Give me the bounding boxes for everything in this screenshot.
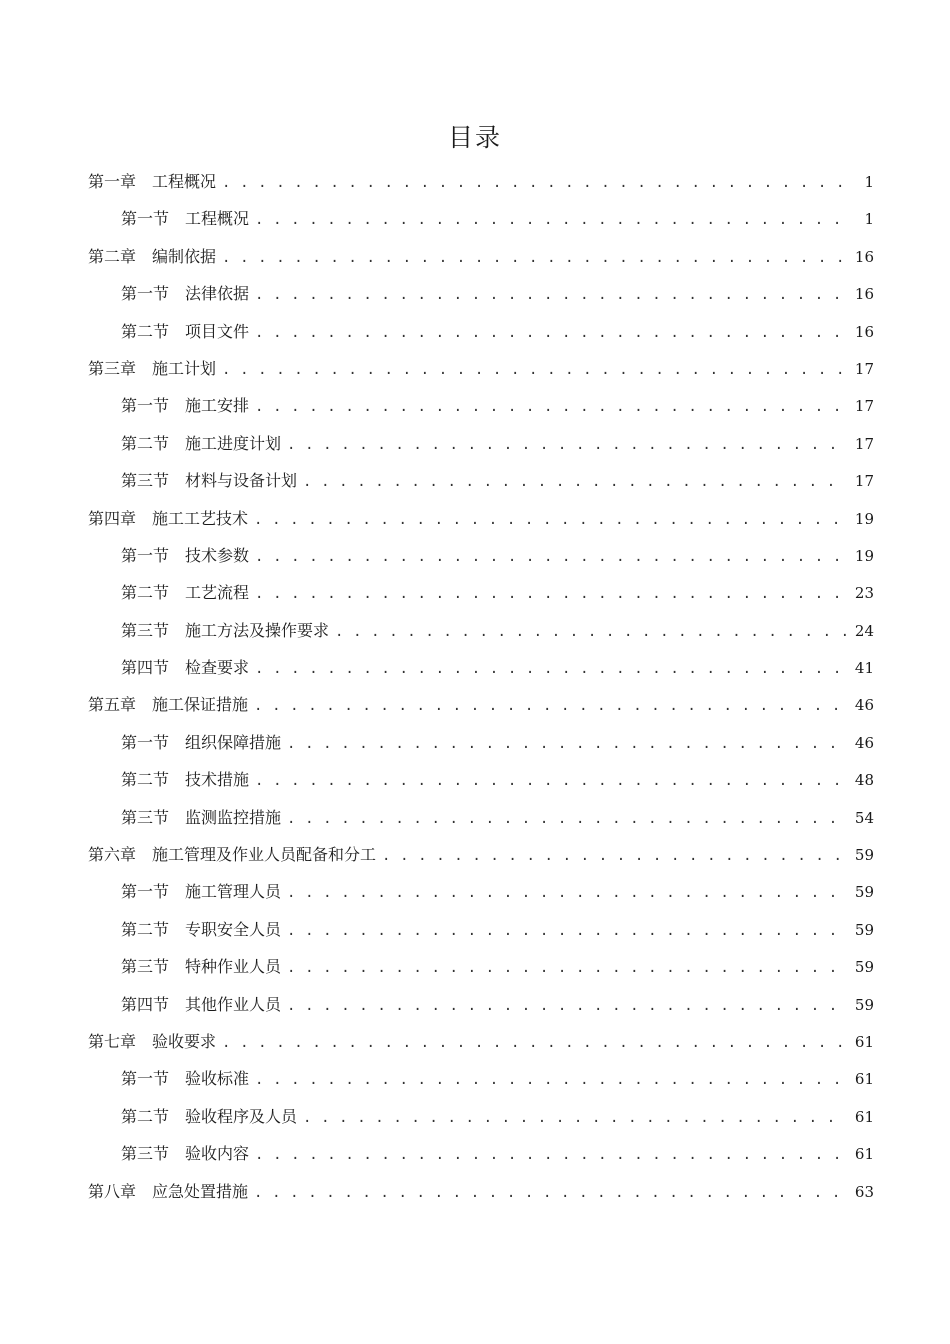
toc-section-row[interactable]	[88, 1060, 874, 1097]
toc-entry-number: 第六章	[88, 845, 137, 865]
toc-page-number: 24	[854, 621, 874, 640]
toc-page-number: 48	[854, 771, 874, 790]
toc-entry-label	[121, 462, 297, 499]
toc-entry-label	[121, 1135, 249, 1172]
toc-entry-title: 工艺流程	[185, 583, 250, 603]
toc-entry-title: 验收要求	[152, 1031, 217, 1051]
toc-entry-label	[121, 1060, 249, 1097]
toc-entry-label	[121, 761, 249, 798]
toc-entry-label	[88, 163, 216, 200]
toc-page-number: 16	[854, 247, 874, 266]
toc-chapter-row[interactable]	[88, 1173, 874, 1210]
toc-section-row[interactable]	[88, 761, 874, 798]
toc-section-row[interactable]	[88, 649, 874, 686]
toc-dot-leader	[254, 1175, 846, 1212]
toc-page-number: 1	[864, 173, 874, 191]
toc-entry-label	[121, 387, 249, 424]
toc-entry-label	[121, 275, 249, 312]
toc-dot-leader	[303, 464, 846, 501]
toc-section-row[interactable]	[88, 537, 874, 574]
toc-entry-title: 技术参数	[185, 545, 250, 565]
toc-section-row[interactable]	[88, 724, 874, 761]
toc-chapter-row[interactable]	[88, 500, 874, 537]
toc-dot-leader	[255, 389, 846, 426]
toc-page-number: 63	[854, 1182, 874, 1201]
toc-chapter-row[interactable]	[88, 163, 874, 200]
toc-entry-label	[88, 1023, 216, 1060]
toc-title: 目录	[447, 123, 502, 152]
toc-dot-leader	[287, 875, 846, 912]
toc-section-row[interactable]	[88, 275, 874, 312]
toc-page-number: 61	[854, 1107, 874, 1126]
toc-page-number: 17	[854, 472, 874, 491]
toc-dot-leader	[255, 1137, 846, 1174]
toc-entry-label	[88, 238, 216, 275]
toc-entry-number: 第七章	[88, 1031, 137, 1051]
toc-page-number: 16	[854, 322, 874, 341]
toc-entry-title: 施工保证措施	[152, 695, 249, 715]
toc-entry-number: 第三节	[121, 1144, 170, 1164]
toc-page-number: 17	[854, 359, 874, 378]
toc-entry-title: 项目文件	[185, 321, 250, 341]
toc-page-number: 46	[854, 696, 874, 715]
toc-entry-label	[121, 574, 249, 611]
toc-entry-title: 特种作业人员	[185, 957, 282, 977]
toc-entry-title: 监测监控措施	[185, 807, 282, 827]
toc-entry-label	[88, 686, 248, 723]
toc-entry-number: 第三章	[88, 358, 137, 378]
toc-entry-label	[121, 649, 249, 686]
toc-page-number: 23	[854, 584, 874, 603]
toc-dot-leader	[255, 539, 846, 576]
toc-entry-title: 法律依据	[185, 284, 250, 304]
toc-page-number: 59	[854, 920, 874, 939]
toc-entry-label	[121, 537, 249, 574]
toc-entry-label	[121, 612, 329, 649]
toc-page-number: 16	[854, 285, 874, 304]
toc-section-row[interactable]	[88, 425, 874, 462]
toc-entry-title: 编制依据	[152, 246, 217, 266]
toc-entry-title: 工程概况	[185, 209, 250, 229]
toc-entry-label	[88, 1173, 248, 1210]
toc-page-number: 59	[854, 883, 874, 902]
toc-dot-leader	[254, 688, 846, 725]
toc-entry-number: 第四节	[121, 994, 170, 1014]
toc-section-row[interactable]	[88, 873, 874, 910]
toc-dot-leader	[222, 1025, 846, 1062]
toc-entry-title: 施工进度计划	[185, 433, 282, 453]
toc-chapter-row[interactable]	[88, 1023, 874, 1060]
toc-entry-number: 第二节	[121, 433, 170, 453]
toc-entry-label	[88, 500, 248, 537]
toc-entry-title: 材料与设备计划	[185, 471, 298, 491]
toc-entry-number: 第八章	[88, 1181, 137, 1201]
toc-page-number: 59	[854, 958, 874, 977]
toc-dot-leader	[335, 614, 846, 651]
toc-page-number: 46	[854, 733, 874, 752]
toc-entry-label	[121, 425, 281, 462]
toc-page-number: 41	[854, 659, 874, 678]
toc-page-number: 61	[854, 1145, 874, 1164]
toc-entry-label	[121, 1098, 297, 1135]
toc-entry-title: 施工管理人员	[185, 882, 282, 902]
toc-entry-number: 第三节	[121, 957, 170, 977]
toc-dot-leader	[382, 838, 846, 875]
toc-entry-title: 应急处置措施	[152, 1181, 249, 1201]
toc-entry-number: 第一节	[121, 1069, 170, 1089]
toc-entry-number: 第二节	[121, 583, 170, 603]
toc-chapter-row[interactable]	[88, 238, 874, 275]
toc-entry-number: 第二节	[121, 1106, 170, 1126]
toc-page-number: 1	[864, 210, 874, 229]
toc-entry-title: 检查要求	[185, 658, 250, 678]
toc-entry-title: 验收标准	[185, 1069, 250, 1089]
toc-entry-label	[121, 200, 249, 237]
toc-chapter-row[interactable]	[88, 350, 874, 387]
toc-section-row[interactable]	[88, 986, 874, 1023]
toc-entry-number: 第二节	[121, 919, 170, 939]
toc-section-row[interactable]	[88, 948, 874, 985]
toc-dot-leader	[222, 352, 846, 389]
toc-entry-number: 第四章	[88, 508, 137, 528]
toc-entry-number: 第二节	[121, 770, 170, 790]
toc-entry-label	[121, 873, 281, 910]
toc-entry-title: 施工管理及作业人员配备和分工	[152, 845, 377, 865]
toc-entry-label	[121, 948, 281, 985]
toc-section-row[interactable]	[88, 799, 874, 836]
toc-section-row[interactable]	[88, 462, 874, 499]
toc-page-number: 17	[854, 434, 874, 453]
toc-entry-number: 第二章	[88, 246, 137, 266]
toc-entry-title: 施工工艺技术	[152, 508, 249, 528]
toc-dot-leader	[287, 913, 846, 950]
toc-entry-number: 第四节	[121, 658, 170, 678]
toc-entry-number: 第一节	[121, 545, 170, 565]
toc-entry-number: 第一节	[121, 732, 170, 752]
toc-entry-number: 第一章	[88, 172, 137, 191]
toc-entry-label	[121, 911, 281, 948]
toc-dot-leader	[254, 502, 846, 539]
toc-entry-number: 第一节	[121, 209, 170, 229]
toc-entry-title: 施工计划	[152, 358, 217, 378]
toc-entry-label	[121, 313, 249, 350]
toc-page-number: 59	[854, 846, 874, 865]
toc-list	[88, 163, 874, 1210]
toc-entry-number: 第一节	[121, 284, 170, 304]
toc-dot-leader	[287, 427, 846, 464]
toc-entry-label	[121, 724, 281, 761]
toc-entry-number: 第一节	[121, 396, 170, 416]
toc-chapter-row[interactable]	[88, 686, 874, 723]
toc-entry-title: 施工方法及操作要求	[185, 620, 330, 640]
toc-dot-leader	[255, 202, 846, 239]
toc-page-number: 54	[854, 808, 874, 827]
toc-entry-label	[88, 350, 216, 387]
toc-dot-leader	[303, 1100, 846, 1137]
toc-dot-leader	[255, 277, 846, 314]
toc-page-number: 19	[854, 509, 874, 528]
toc-entry-label	[121, 986, 281, 1023]
toc-dot-leader	[222, 240, 846, 277]
toc-entry-number: 第三节	[121, 807, 170, 827]
toc-section-row[interactable]	[88, 1135, 874, 1172]
toc-page-number: 59	[854, 995, 874, 1014]
toc-dot-leader	[222, 165, 846, 202]
toc-chapter-row[interactable]	[88, 836, 874, 873]
toc-dot-leader	[255, 651, 846, 688]
toc-section-row[interactable]	[88, 313, 874, 350]
toc-entry-number: 第五章	[88, 695, 137, 715]
toc-dot-leader	[255, 315, 846, 352]
toc-entry-number: 第二节	[121, 321, 170, 341]
toc-dot-leader	[287, 726, 846, 763]
toc-entry-label	[121, 799, 281, 836]
toc-dot-leader	[255, 1062, 846, 1099]
toc-page-number: 17	[854, 397, 874, 416]
toc-entry-number: 第三节	[121, 620, 170, 640]
toc-page-number: 61	[854, 1070, 874, 1089]
toc-section-row[interactable]	[88, 574, 874, 611]
toc-page-number: 19	[854, 546, 874, 565]
toc-dot-leader	[287, 988, 846, 1025]
toc-dot-leader	[255, 576, 846, 613]
toc-section-row[interactable]	[88, 200, 874, 237]
toc-entry-number: 第三节	[121, 471, 170, 491]
toc-entry-title: 其他作业人员	[185, 994, 282, 1014]
toc-page-number: 61	[854, 1032, 874, 1051]
toc-entry-number: 第一节	[121, 882, 170, 902]
toc-entry-label	[88, 836, 376, 873]
toc-entry-title: 施工安排	[185, 396, 250, 416]
toc-dot-leader	[255, 763, 846, 800]
toc-entry-title: 专职安全人员	[185, 919, 282, 939]
toc-entry-title: 组织保障措施	[185, 732, 282, 752]
toc-section-row[interactable]	[88, 1098, 874, 1135]
toc-entry-title: 技术措施	[185, 770, 250, 790]
toc-section-row[interactable]	[88, 612, 874, 649]
toc-entry-title: 验收程序及人员	[185, 1106, 298, 1126]
toc-dot-leader	[287, 950, 846, 987]
toc-section-row[interactable]	[88, 387, 874, 424]
toc-entry-title: 工程概况	[152, 172, 217, 191]
toc-section-row[interactable]	[88, 911, 874, 948]
toc-entry-title: 验收内容	[185, 1144, 250, 1164]
toc-dot-leader	[287, 801, 846, 838]
